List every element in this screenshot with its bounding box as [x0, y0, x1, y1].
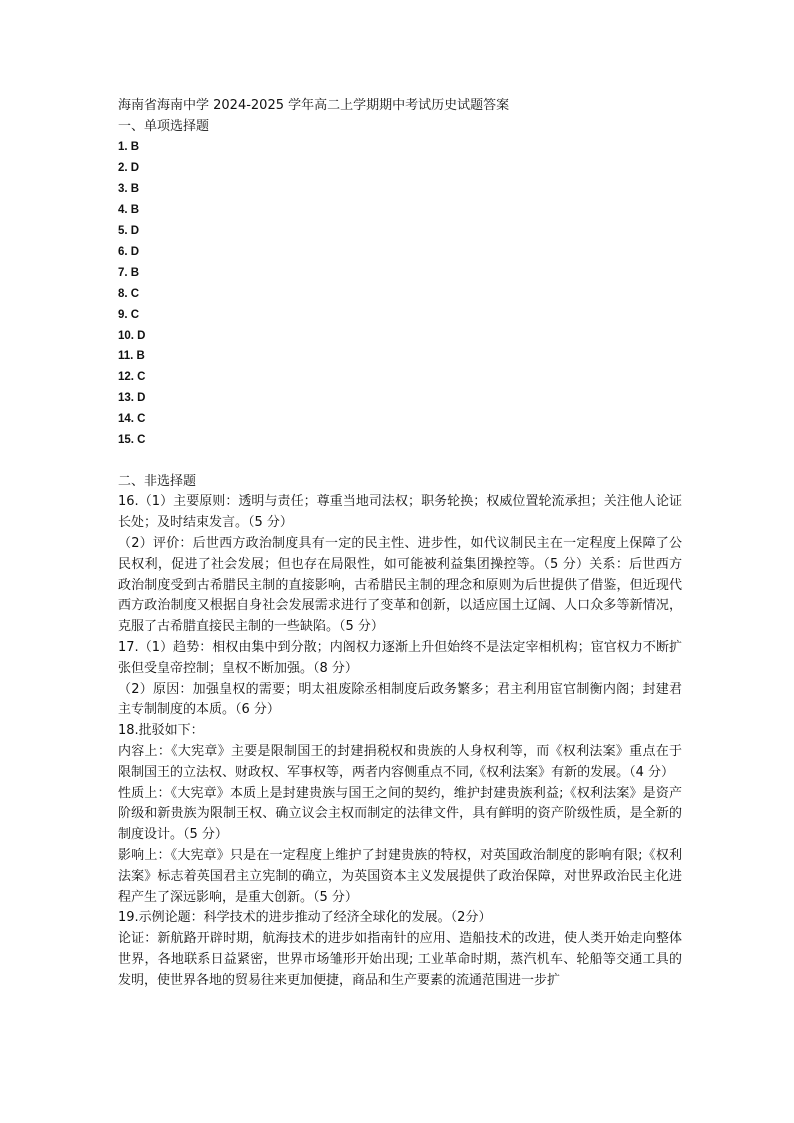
- answer-item: 5. D: [118, 225, 140, 238]
- answer-item: 1. B: [118, 141, 140, 154]
- answer-item: 11. B: [118, 350, 145, 363]
- q18-nature: 性质上：《大宪章》本质上是封建贵族与国王之间的契约，维护封建贵族利益;《权利法案》是资产阶级和新贵族为限制王权、确立议会主权而制定的法律文件，具有鲜明的资产阶级性质，是全新的制度设计。（5 分）: [118, 785, 682, 843]
- answer-item: 9. C: [118, 308, 140, 321]
- answer-item: 6. D: [118, 245, 140, 258]
- answer-item: 8. C: [118, 287, 140, 300]
- q17-part1: 17.（1）趋势：相权由集中到分散；内阁权力逐渐上升但始终不是法定宰相机构；宦官权力不断扩张但受皇帝控制；皇权不断加强。（8 分）: [118, 639, 682, 676]
- q18-heading: 18.批驳如下：: [118, 723, 204, 739]
- q16-part1: 16.（1）主要原则：透明与责任；尊重当地司法权；职务轮换；权威位置轮流承担；关注他人论证长处；及时结束发言。（5 分）: [118, 494, 682, 531]
- answer-item: 2. D: [118, 162, 140, 175]
- q19-argument: 论证：新航路开辟时期，航海技术的进步如指南针的应用、造船技术的改进，使人类开始走向整体世界，各地联系日益紧密，世界市场雏形开始出现; 工业革命时期，蒸汽机车、轮船等交通工具的发明，使世界各地的贸易往来更加便捷，商品和生产要素的流通范围进一步扩: [118, 931, 682, 988]
- q19-thesis: 19.示例论题：科学技术的进步推动了经济全球化的发展。（2分）: [118, 910, 492, 926]
- document-title: 海南省海南中学 2024-2025 学年高二上学期期中考试历史试题答案: [118, 98, 510, 113]
- answer-item: 4. B: [118, 204, 140, 217]
- answer-item: 10. D: [118, 329, 146, 342]
- q18-impact: 影响上：《大宪章》只是在一定程度上维护了封建贵族的特权，对英国政治制度的影响有限;《权利法案》标志着英国君主立宪制的确立，为英国资本主义发展提供了政治保障，对世界政治民主化进程产生了深远影响，是重大创新。（5 分）: [118, 847, 682, 905]
- spacer: [118, 451, 682, 472]
- q16-part2: （2）评价：后世西方政治制度具有一定的民主性、进步性，如代议制民主在一定程度上保障了公民权利，促进了社会发展；但也存在局限性，如可能被利益集团操控等。（5 分）关系：后世西方政治制度受到古希腊民主制的直接影响，古希腊民主制的理念和原则为后世提供了借鉴，但近现代西方政治制度又根据自身社会发展需求进行了变革和创新，以适应国土辽阔、人口众多等新情况，克服了古希腊直接民主制的一些缺陷。（5 分）: [118, 535, 682, 635]
- answer-item: 13. D: [118, 392, 146, 405]
- answer-item: 12. C: [118, 371, 146, 384]
- section-heading-choice: 一、单项选择题: [118, 118, 210, 134]
- q18-content: 内容上：《大宪章》主要是限制国王的封建捐税权和贵族的人身权利等，而《权利法案》重点在于限制国王的立法权、财政权、军事权等，两者内容侧重点不同,《权利法案》有新的发展。（4 分）: [118, 743, 682, 780]
- answer-item: 3. B: [118, 183, 140, 196]
- answer-list: [118, 137, 682, 451]
- answer-document: [118, 96, 682, 992]
- answer-item: 14. C: [118, 413, 146, 426]
- section-heading-nonchoice: 二、非选择题: [118, 473, 197, 489]
- answer-item: 15. C: [118, 434, 146, 447]
- q17-part2: （2）原因：加强皇权的需要；明太祖废除丞相制度后政务繁多；君主利用宦官制衡内阁；封建君主专制制度的本质。（6 分）: [118, 681, 682, 718]
- answer-item: 7. B: [118, 266, 140, 279]
